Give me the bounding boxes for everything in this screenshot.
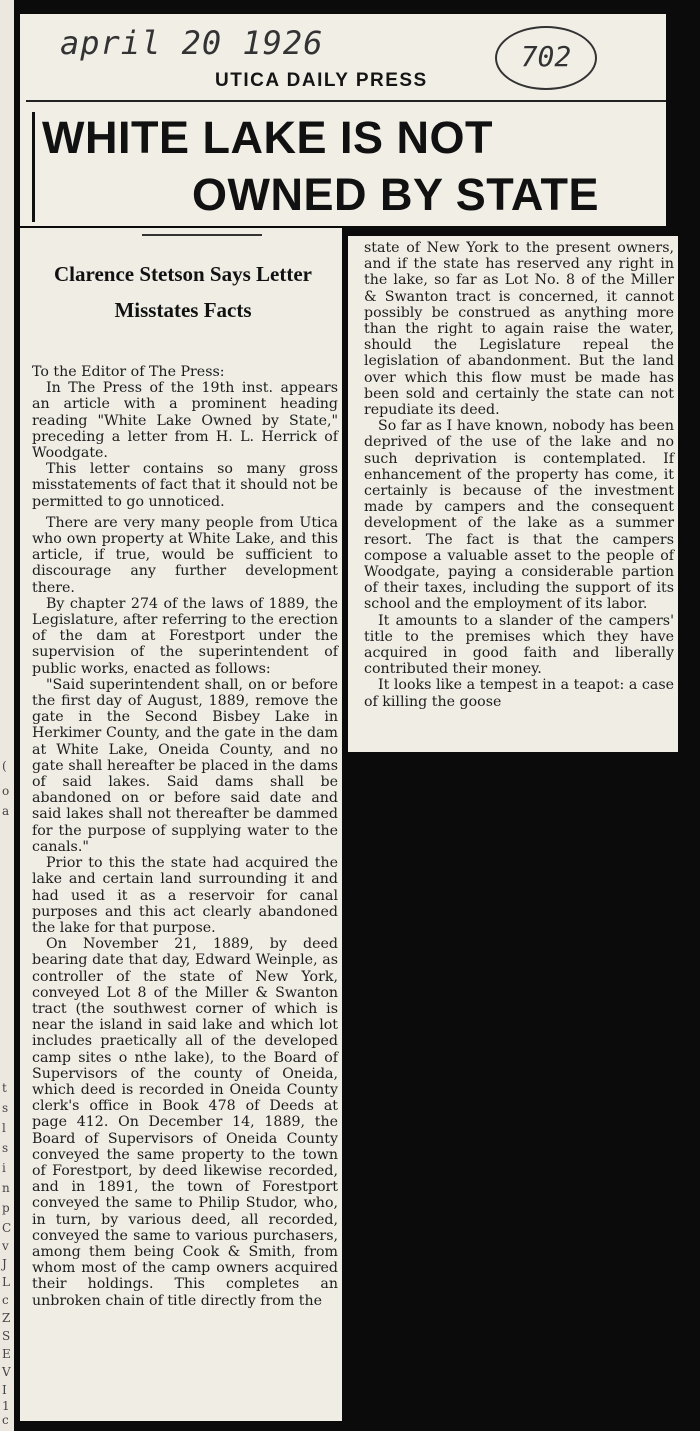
- article-body-left: [32, 364, 338, 1309]
- margin-fragment: n: [2, 1181, 10, 1195]
- paragraph: It looks like a tempest in a teapot: a case of killing the goose: [364, 677, 674, 710]
- margin-fragment: E: [2, 1347, 11, 1361]
- margin-fragment: v: [2, 1239, 9, 1253]
- margin-fragment: l: [2, 1121, 6, 1135]
- paragraph: By chapter 274 of the laws of 1889, the Legislature, after referring to the erection of the dam at Forestport under the supervision of the superintendent of public works, enacted as follows:: [32, 595, 338, 677]
- paragraph: In The Press of the 19th inst. appears an article with a prominent heading reading "White Lake Owned by State," preceding a letter from H. L. Herrick of Woodgate.: [32, 380, 338, 462]
- headline-left-bar: [32, 112, 35, 222]
- margin-fragment: L: [2, 1275, 10, 1289]
- margin-fragment: i: [2, 1161, 6, 1175]
- paragraph: There are very many people from Utica who own property at White Lake, and this article, if true, would be sufficient to discourage any further development there.: [32, 514, 338, 596]
- margin-fragment: c: [2, 1413, 9, 1427]
- handwritten-date-annotation: april 20 1926: [60, 24, 324, 62]
- headline-divider: [142, 234, 262, 236]
- paragraph: So far as I have known, nobody has been deprived of the use of the lake and no such deprivation is contemplated. If enhancement of the property has come, it certainly is because of the investment made by campers and the consequent development of the lake as a summer resort. The fact is that the campers compose a valuable asset to the people of Woodgate, paying a considerable partion of their taxes, including the support of its school and the employment of its labor.: [364, 418, 674, 613]
- paragraph-continued: state of New York to the present owners, and if the state has reserved any right in the lake, so far as Lot No. 8 of the Miller & Swanton tract is concerned, it cannot possibly be construed as anything more than the right to again raise the water, should the Legislature repeal the legislation of abandonment. But the land over which this flow must be made has been sold and certainly the state can not repudiate its deed.: [364, 240, 674, 419]
- headline-line-2: OWNED BY STATE: [192, 169, 600, 220]
- headline-line-1: WHITE LAKE IS NOT: [42, 112, 493, 163]
- margin-fragment: a: [2, 804, 10, 818]
- paragraph: This letter contains so many gross misstatements of fact that it should not be permitted to go unnoticed.: [32, 461, 338, 510]
- paragraph: It amounts to a slander of the campers' title to the premises which they have acquired in good faith and liberally contributed their money.: [364, 612, 674, 678]
- paragraph: On November 21, 1889, by deed bearing date that day, Edward Weinple, as controller of the state of New York, conveyed Lot 8 of the Miller & Swanton tract (the southwest corner of which is near the island in said lake and which lot includes praetically all of the developed camp sites o nthe lake), to the Board of Supervisors of the county of Oneida, which deed is recorded in Oneida County clerk's office in Book 478 of Deeds at page 412. On December 14, 1889, the Board of Supervisors of Oneida County conveyed the same property to the town of Forestport, by deed likewise recorded, and in 1891, the town of Forestport conveyed the same to Philip Studor, who, in turn, by various deed, all recorded, conveyed the same to various purchasers, among them being Cook & Smith, from whom most of the camp owners acquired their holdings. This completes an unbroken chain of title directly from the: [32, 936, 338, 1309]
- quoted-statute: "Said superintendent shall, on or before the first day of August, 1889, remove the gate in the Second Bisbey Lake in Herkimer County, and the gate in the dam at White Lake, Oneida County, and no gate shall hereafter be placed in the dams of said lakes. Said dams shall be abandoned on or before said date and said lakes shall not thereafter be dammed for the purpose of supplying water to the canals.": [32, 676, 338, 855]
- paragraph: Prior to this the state had acquired the lake and certain land surrounding it and had used it as a reservoir for canal purposes and this act clearly abandoned the lake for that purpose.: [32, 855, 338, 936]
- article-body-right: [364, 240, 674, 710]
- adjacent-clipping-edge: [0, 0, 14, 1431]
- margin-fragment: 1: [2, 1399, 10, 1413]
- margin-fragment: I: [2, 1383, 7, 1397]
- margin-fragment: c: [2, 1293, 9, 1307]
- margin-fragment: V: [2, 1365, 11, 1379]
- margin-fragment: t: [2, 1081, 7, 1095]
- margin-fragment: s: [2, 1101, 9, 1115]
- margin-fragment: s: [2, 1141, 9, 1155]
- margin-fragment: (: [2, 759, 7, 773]
- margin-fragment: S: [2, 1329, 11, 1343]
- margin-fragment: p: [2, 1201, 10, 1215]
- margin-fragment: o: [2, 784, 10, 798]
- salutation: To the Editor of The Press:: [32, 364, 225, 380]
- margin-fragment: Z: [2, 1311, 11, 1325]
- article-subheading: Clarence Stetson Says Letter Misstates Facts: [54, 262, 312, 322]
- newspaper-masthead: UTICA DAILY PRESS: [215, 70, 428, 91]
- margin-fragment: J: [2, 1257, 7, 1271]
- masthead-rule: [26, 100, 666, 102]
- circled-number-annotation: 702: [495, 26, 597, 90]
- margin-fragment: C: [2, 1221, 12, 1235]
